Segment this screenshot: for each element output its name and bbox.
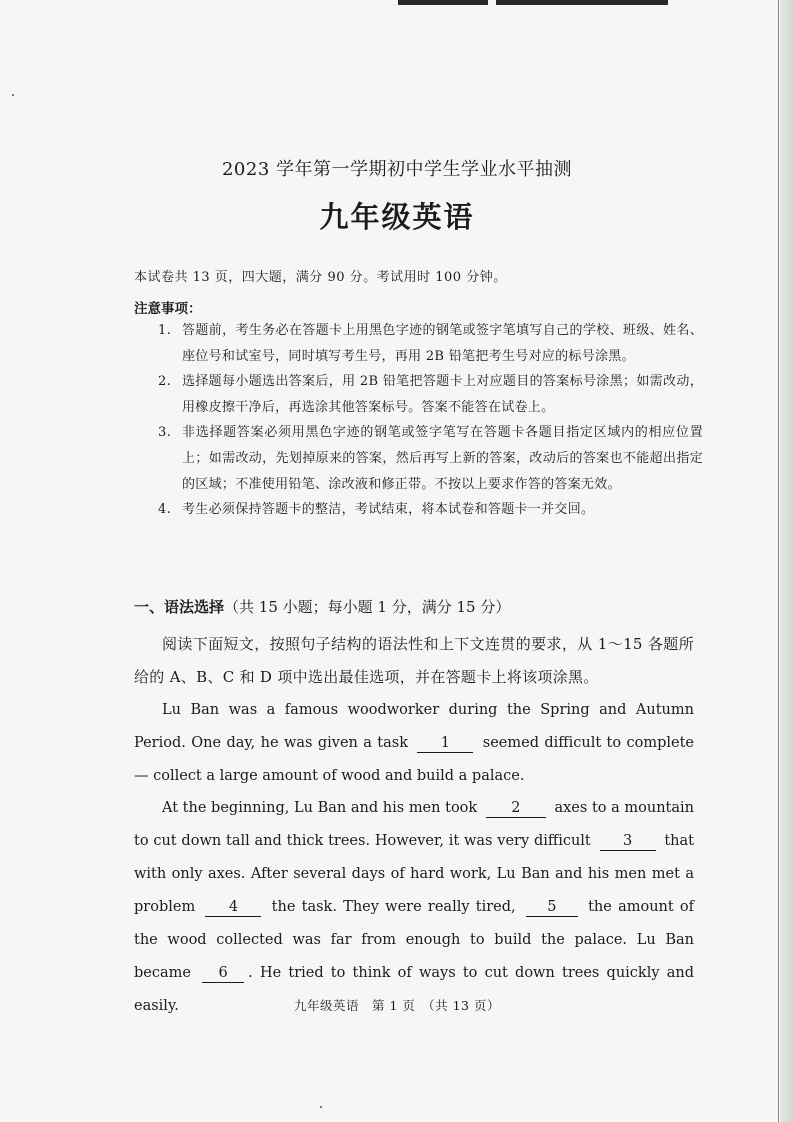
scan-speck: [12, 94, 14, 96]
section-heading: [134, 596, 510, 617]
section-title: 一、语法选择: [134, 598, 225, 616]
exam-title: 2023 学年第一学期初中学生学业水平抽测: [221, 159, 573, 180]
note-number: 2.: [158, 374, 172, 390]
passage-paragraph: [134, 694, 694, 793]
note-item: [158, 318, 703, 369]
subject-title: 九年级英语: [319, 200, 475, 234]
passage-text: . He tried to think of ways to cut down trees quickly and easily.: [134, 965, 694, 1014]
blank-4: 4: [205, 898, 261, 917]
blank-3: 3: [600, 832, 656, 851]
passage-text: Lu Ban was a famous woodworker during the Spring and Autumn Period. One day, he was given a task: [134, 702, 694, 751]
blank-1: 1: [417, 734, 473, 753]
note-text: 非选择题答案必须用黑色字迹的钢笔或签字笔写在答题卡各题目指定区域内的相应位置上；如需改动，先划掉原来的答案，然后再写上新的答案，改动后的答案也不能超出指定的区域；不准使用铅笔、涂改液和修正带。不按以上要求作答的答案无效。: [182, 425, 703, 492]
notes-heading: 注意事项：: [134, 301, 202, 317]
note-number: 3.: [158, 425, 172, 441]
passage-text: At the beginning, Lu Ban and his men took: [162, 800, 478, 816]
scan-top-edge-gap: [488, 0, 496, 5]
note-item: [158, 497, 703, 523]
note-item: [158, 420, 703, 497]
section-instructions: 阅读下面短文，按照句子结构的语法性和上下文连贯的要求，从 1～15 各题所给的 A、B、C 和 D 项中选出最佳选项，并在答题卡上将该项涂黑。: [134, 635, 694, 686]
notes-list: [158, 318, 703, 523]
note-text: 答题前，考生务必在答题卡上用黑色字迹的钢笔或签字笔填写自己的学校、班级、姓名、座位号和试室号，同时填写考生号，再用 2B 铅笔把考生号对应的标号涂黑。: [182, 323, 703, 364]
passage-text: the task. They were really tired,: [271, 899, 516, 915]
passage-text: that with only axes. After several days of hard work, Lu Ban and his men met a problem: [134, 833, 694, 915]
scan-top-edge: [398, 0, 668, 5]
scan-speck: [320, 1106, 322, 1108]
passage-text: seemed difficult to complete — collect a large amount of wood and build a palace.: [134, 735, 695, 784]
passage-text: the amount of the wood collected was far from enough to build the palace. Lu Ban became: [134, 899, 695, 981]
exam-info: 本试卷共 13 页，四大题，满分 90 分。考试用时 100 分钟。: [134, 270, 507, 285]
blank-5: 5: [526, 898, 578, 917]
note-number: 1.: [158, 323, 172, 338]
blank-6: 6: [202, 964, 244, 983]
note-number: 4.: [158, 502, 172, 518]
note-item: [158, 369, 703, 420]
passage-paragraph: [134, 792, 694, 1023]
section-score-note: （共 15 小题；每小题 1 分，满分 15 分）: [224, 598, 511, 616]
note-text: 考生必须保持答题卡的整洁，考试结束，将本试卷和答题卡一并交回。: [182, 502, 595, 518]
note-text: 选择题每小题选出答案后，用 2B 铅笔把答题卡上对应题目的答案标号涂黑；如需改动，用橡皮擦干净后，再选涂其他答案标号。答案不能答在试卷上。: [182, 374, 703, 415]
blank-2: 2: [486, 799, 546, 818]
page-footer: 九年级英语 第 1 页 （共 13 页）: [293, 998, 500, 1013]
passage-text: axes to a mountain to cut down tall and thick trees. However, it was very difficult: [134, 800, 695, 849]
